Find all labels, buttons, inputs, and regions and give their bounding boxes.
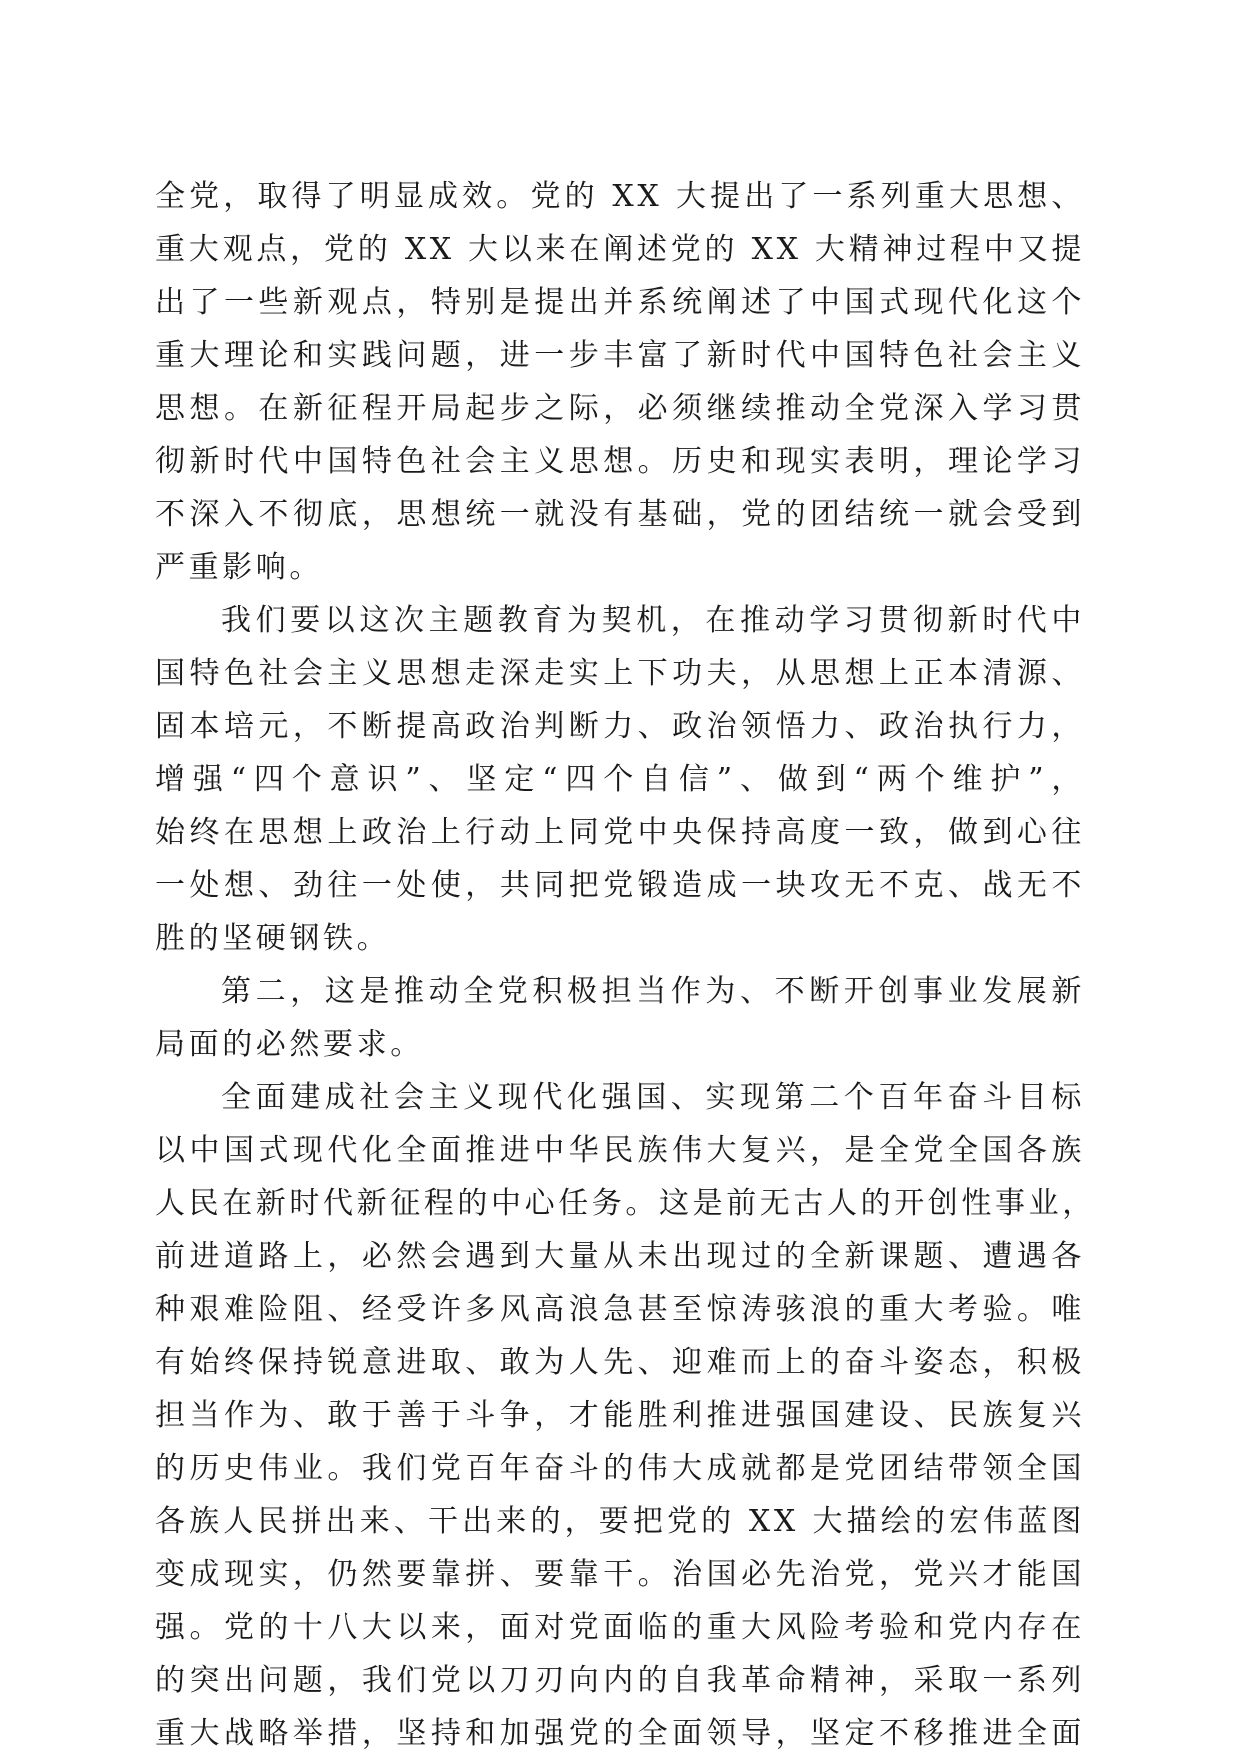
text-line: 固本培元，不断提高政治判断力、政治领悟力、政治执行力，	[155, 709, 1085, 744]
text-line: 国特色社会主义思想走深走实上下功夫，从思想上正本清源、	[155, 656, 1085, 691]
text-line: 的突出问题，我们党以刀刃向内的自我革命精神，采取一系列	[155, 1663, 1085, 1698]
text-line: 彻新时代中国特色社会主义思想。历史和现实表明，理论学习	[155, 444, 1085, 479]
text-line: 各族人民拼出来、干出来的，要把党的 XX 大描绘的宏伟蓝图	[155, 1504, 1085, 1539]
text-line: 第二，这是推动全党积极担当作为、不断开创事业发展新	[221, 974, 1085, 1009]
text-line: 全党，取得了明显成效。党的 XX 大提出了一系列重大思想、	[155, 179, 1085, 214]
text-line: 重大观点，党的 XX 大以来在阐述党的 XX 大精神过程中又提	[155, 232, 1085, 267]
text-line: 局面的必然要求。	[155, 1027, 424, 1062]
text-line: 的历史伟业。我们党百年奋斗的伟大成就都是党团结带领全国	[155, 1451, 1085, 1486]
text-line: 前进道路上，必然会遇到大量从未出现过的全新课题、遭遇各	[155, 1239, 1085, 1274]
text-line: 重大理论和实践问题，进一步丰富了新时代中国特色社会主义	[155, 338, 1085, 373]
text-line: 强。党的十八大以来，面对党面临的重大风险考验和党内存在	[155, 1610, 1085, 1645]
text-line: 不深入不彻底，思想统一就没有基础，党的团结统一就会受到	[155, 497, 1085, 532]
text-line: 我们要以这次主题教育为契机，在推动学习贯彻新时代中	[221, 603, 1085, 638]
text-line: 全面建成社会主义现代化强国、实现第二个百年奋斗目标	[221, 1080, 1085, 1115]
text-line: 人民在新时代新征程的中心任务。这是前无古人的开创性事业，	[155, 1186, 1096, 1221]
text-line: 思想。在新征程开局起步之际，必须继续推动全党深入学习贯	[155, 391, 1085, 426]
text-line: 增强“四个意识”、坚定“四个自信”、做到“两个维护”，	[155, 762, 1085, 797]
text-line: 始终在思想上政治上行动上同党中央保持高度一致，做到心往	[155, 815, 1085, 850]
body-text	[155, 170, 1096, 1760]
text-line: 担当作为、敢于善于斗争，才能胜利推进强国建设、民族复兴	[155, 1398, 1085, 1433]
text-line: 重大战略举措，坚持和加强党的全面领导，坚定不移推进全面	[155, 1716, 1085, 1751]
text-line: 胜的坚硬钢铁。	[155, 921, 391, 956]
text-line: 变成现实，仍然要靠拼、要靠干。治国必先治党，党兴才能国	[155, 1557, 1085, 1592]
text-line: 出了一些新观点，特别是提出并系统阐述了中国式现代化这个	[155, 285, 1085, 320]
text-line: 有始终保持锐意进取、敢为人先、迎难而上的奋斗姿态，积极	[155, 1345, 1085, 1380]
text-line: 种艰难险阻、经受许多风高浪急甚至惊涛骇浪的重大考验。唯	[155, 1292, 1085, 1327]
text-line: 严重影响。	[155, 550, 323, 585]
text-line: 以中国式现代化全面推进中华民族伟大复兴，是全党全国各族	[155, 1133, 1085, 1168]
text-line: 一处想、劲往一处使，共同把党锻造成一块攻无不克、战无不	[155, 868, 1085, 903]
